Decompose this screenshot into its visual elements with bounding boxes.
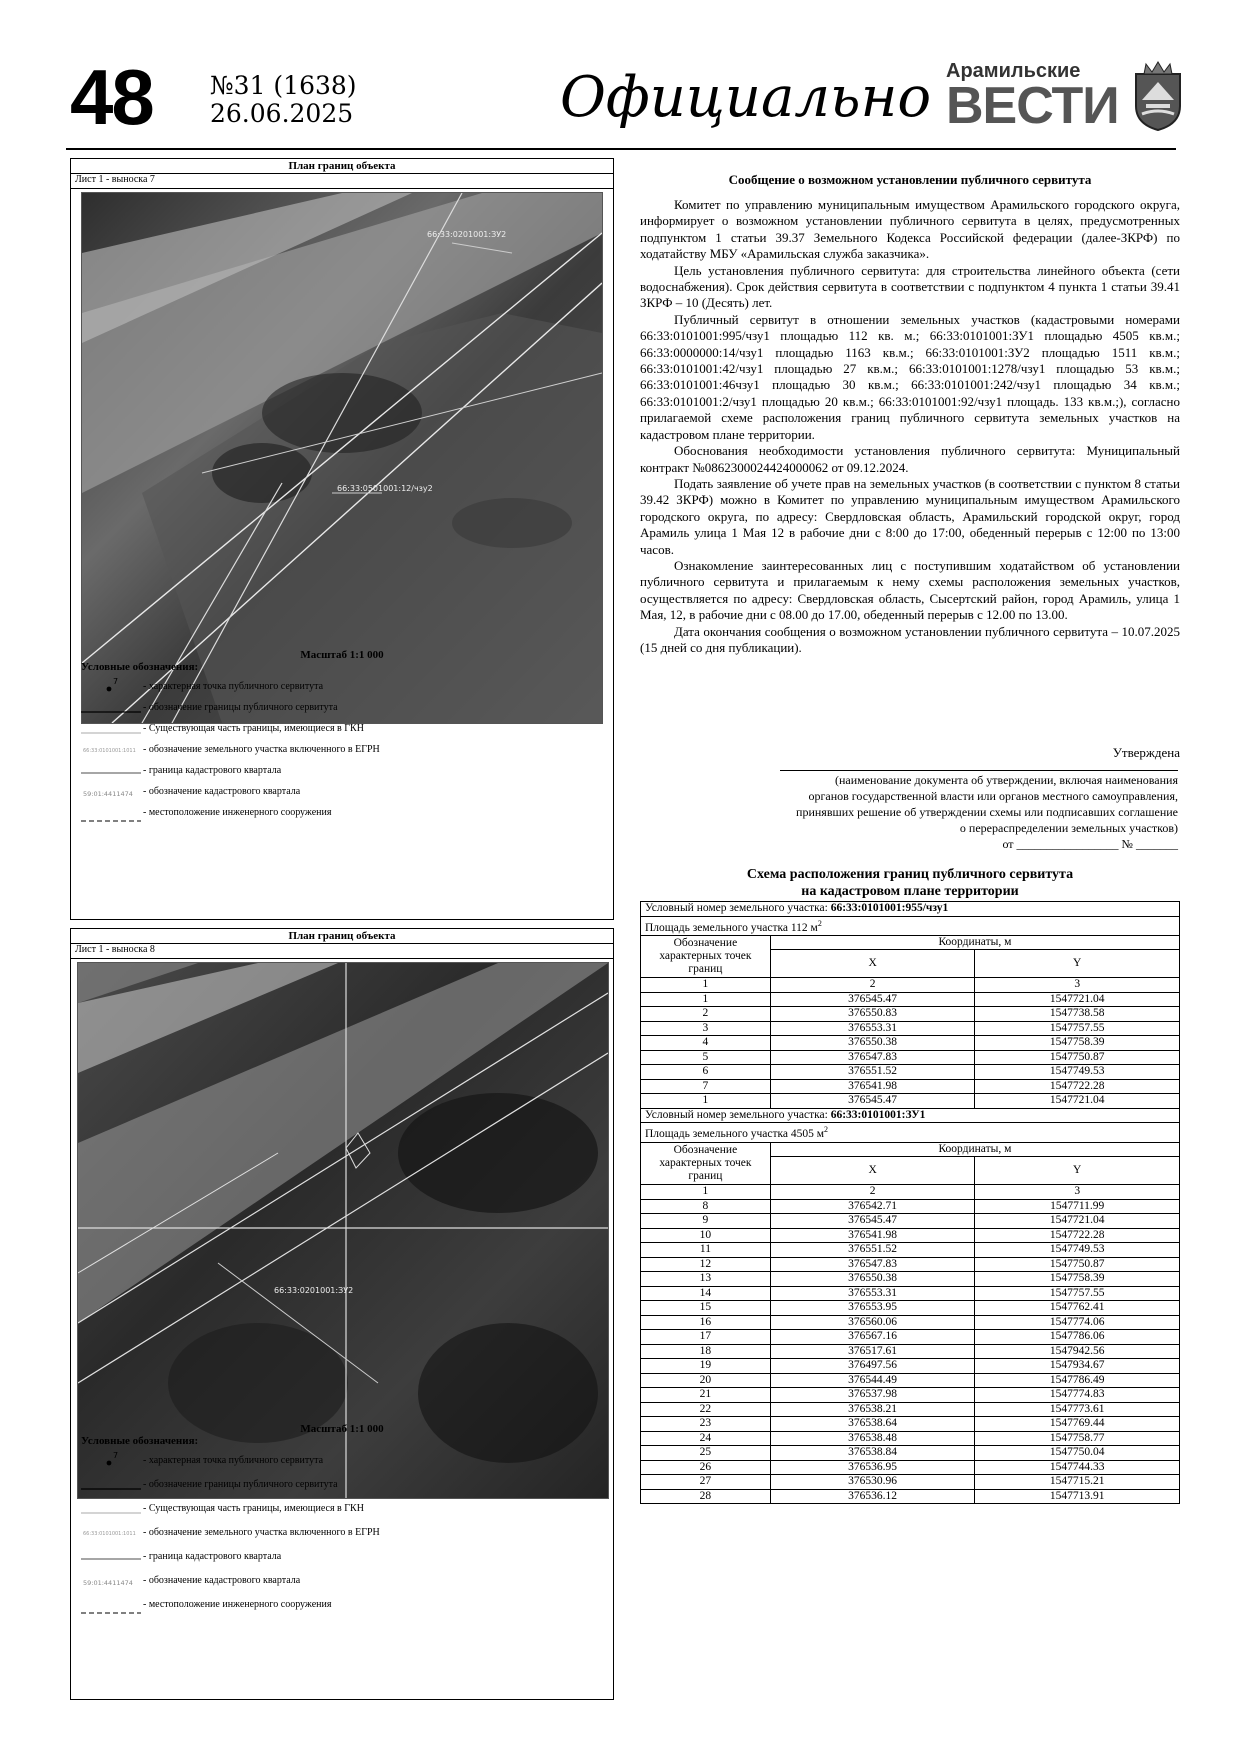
parcel-number-row bbox=[641, 1108, 1180, 1123]
map-label: 66:33:0201001:ЗУ2 bbox=[274, 1286, 354, 1295]
approval-note-line: от _________________ № _______ bbox=[1002, 837, 1178, 851]
point-cell: 9 bbox=[641, 1214, 771, 1229]
x-cell: 376551.52 bbox=[770, 1065, 975, 1080]
parcel-area-row bbox=[641, 916, 1180, 935]
legend-row bbox=[81, 1474, 581, 1494]
legend-text: - обозначение кадастрового квартала bbox=[143, 1575, 301, 1586]
parcel-label-icon bbox=[81, 1522, 143, 1542]
header-coords-cell: Координаты, м bbox=[770, 1142, 1179, 1157]
point-cell: 5 bbox=[641, 1050, 771, 1065]
y-cell: 1547715.21 bbox=[975, 1475, 1180, 1490]
table-row bbox=[641, 1214, 1180, 1229]
parcel-number-row bbox=[641, 902, 1180, 917]
legend-row bbox=[81, 760, 581, 780]
square-superscript: 2 bbox=[824, 1125, 829, 1135]
engineering-structure-icon bbox=[81, 802, 143, 822]
point-cell: 22 bbox=[641, 1402, 771, 1417]
table-row bbox=[641, 1065, 1180, 1080]
y-cell: 1547942.56 bbox=[975, 1344, 1180, 1359]
panel-title: План границ объекта bbox=[71, 929, 613, 944]
y-cell: 1547758.39 bbox=[975, 1036, 1180, 1051]
point-cell: 1 bbox=[641, 1094, 771, 1109]
header-x-cell: X bbox=[770, 1157, 975, 1185]
parcel-area-row bbox=[641, 1123, 1180, 1142]
x-cell: 376544.49 bbox=[770, 1373, 975, 1388]
legend-row bbox=[81, 718, 581, 738]
parcel-number: 66:33:0101001:ЗУ1 bbox=[830, 1108, 926, 1121]
table-row bbox=[641, 1359, 1180, 1374]
legend-text: - обозначение границы публичного сервитута bbox=[143, 1479, 338, 1490]
quarter-border-icon bbox=[81, 760, 143, 780]
x-cell: 376553.31 bbox=[770, 1021, 975, 1036]
legend-row bbox=[81, 802, 581, 822]
x-cell: 376545.47 bbox=[770, 992, 975, 1007]
point-cell: 27 bbox=[641, 1475, 771, 1490]
table-row bbox=[641, 1243, 1180, 1258]
y-cell: 1547749.53 bbox=[975, 1065, 1180, 1080]
panel-sheet-label: Лист 1 - выноска 8 bbox=[75, 944, 155, 955]
legend-row bbox=[81, 1570, 581, 1590]
table-row bbox=[641, 1388, 1180, 1403]
x-cell: 376550.38 bbox=[770, 1272, 975, 1287]
y-cell: 1547758.39 bbox=[975, 1272, 1180, 1287]
x-cell: 376530.96 bbox=[770, 1475, 975, 1490]
y-cell: 1547786.49 bbox=[975, 1373, 1180, 1388]
point-cell: 1 bbox=[641, 992, 771, 1007]
table-row bbox=[641, 1079, 1180, 1094]
table-row bbox=[641, 1330, 1180, 1345]
logo-top-text: Арамильские bbox=[946, 60, 1081, 82]
x-cell: 376538.64 bbox=[770, 1417, 975, 1432]
x-cell: 376545.47 bbox=[770, 1214, 975, 1229]
x-cell: 376538.21 bbox=[770, 1402, 975, 1417]
satellite-map-1 bbox=[81, 192, 603, 724]
point-cell: 2 bbox=[641, 1007, 771, 1022]
x-cell: 376553.31 bbox=[770, 1286, 975, 1301]
point-marker-label: 7 bbox=[113, 677, 119, 686]
y-cell: 1547786.06 bbox=[975, 1330, 1180, 1345]
x-cell: 376541.98 bbox=[770, 1079, 975, 1094]
x-cell: 376553.95 bbox=[770, 1301, 975, 1316]
x-cell: 376541.98 bbox=[770, 1228, 975, 1243]
coordinates-table-body bbox=[641, 902, 1180, 1504]
x-cell: 376497.56 bbox=[770, 1359, 975, 1374]
y-cell: 1547750.87 bbox=[975, 1050, 1180, 1065]
legend-text: - обозначение земельного участка включенного в ЕГРН bbox=[143, 1527, 380, 1538]
y-cell: 1547744.33 bbox=[975, 1460, 1180, 1475]
table-row bbox=[641, 1036, 1180, 1051]
legend-title: Условные обозначения: bbox=[81, 1435, 199, 1447]
legend-sample-code: 59:01:4411474 bbox=[83, 1579, 133, 1587]
table-row bbox=[641, 1199, 1180, 1214]
y-cell: 1547721.04 bbox=[975, 1214, 1180, 1229]
table-row bbox=[641, 1402, 1180, 1417]
x-cell: 376547.83 bbox=[770, 1050, 975, 1065]
parcel-number: 66:33:0101001:955/чзу1 bbox=[830, 902, 949, 914]
x-cell: 376538.84 bbox=[770, 1446, 975, 1461]
legend-text: - местоположение инженерного сооружения bbox=[143, 807, 332, 818]
table-row bbox=[641, 1315, 1180, 1330]
parcel-area: Площадь земельного участка 4505 м bbox=[645, 1128, 825, 1141]
quarter-border-icon bbox=[81, 1546, 143, 1566]
legend-text: - характерная точка публичного сервитута bbox=[143, 681, 324, 692]
x-cell: 376536.95 bbox=[770, 1460, 975, 1475]
section-title: Официально bbox=[560, 65, 932, 130]
parcel-area-cell bbox=[641, 916, 1180, 935]
coat-of-arms-icon bbox=[1132, 60, 1184, 132]
table-row bbox=[641, 1344, 1180, 1359]
parcel-number-cell bbox=[641, 902, 1180, 917]
table-row bbox=[641, 1417, 1180, 1432]
scheme-title bbox=[640, 866, 1180, 900]
point-cell: 24 bbox=[641, 1431, 771, 1446]
point-cell: 28 bbox=[641, 1489, 771, 1504]
notice-paragraph: Цель установления публичного сервитута: для строительства линейного объекта (сети водоснабжения). Срок действия сервитута в соответствии с подпунктом 4 пункта 1 статьи 39.41 ЗКРФ – 10 (Десять) лет. bbox=[640, 262, 1180, 311]
quarter-label-icon bbox=[81, 1570, 143, 1590]
point-cell: 20 bbox=[641, 1373, 771, 1388]
point-cell: 26 bbox=[641, 1460, 771, 1475]
satellite-map-2 bbox=[77, 962, 609, 1499]
scheme-title-line: на кадастровом плане территории bbox=[801, 884, 1019, 899]
point-cell: 12 bbox=[641, 1257, 771, 1272]
notice-paragraph: Публичный сервитут в отношении земельных участков (кадастровыми номерами 66:33:0101001:995/чзу1 площадью 112 кв. м.; 66:33:0101001:ЗУ1 площадью 4505 кв.м.; 66:33:0000000:14/чзу1 площадью 1163 кв.м.; 66:33:0101001:ЗУ2 площадью 1511 кв.м.; 66:33:0101001:42/чзу1 площадью 27 кв.м.; 66:33:0101001:1278/чзу1 площадью 53 кв.м.; 66:33:0101001:46чзу1 площадью 30 кв.м.; 66:33:0101001:242/чзу1 площадью 34 кв.м.; 66:33:0101001:2/чзу1 площадью 20 кв.м.; 66:33:0101001:92/чзу1 площадь. 133 кв.м.;), согласно прилагаемой схеме расположения границ публичного сервитута земельных участков на кадастровом плане территории. bbox=[640, 311, 1180, 442]
point-cell: 8 bbox=[641, 1199, 771, 1214]
table-row bbox=[641, 1094, 1180, 1109]
table-row bbox=[641, 1228, 1180, 1243]
y-cell: 1547758.77 bbox=[975, 1431, 1180, 1446]
point-cell: 13 bbox=[641, 1272, 771, 1287]
panel-title: План границ объекта bbox=[71, 159, 613, 174]
scheme-title-line: Схема расположения границ публичного сервитута bbox=[746, 867, 1074, 882]
table-row bbox=[641, 1007, 1180, 1022]
table-row bbox=[641, 1301, 1180, 1316]
point-marker-label: 7 bbox=[113, 1451, 119, 1460]
legend-row bbox=[81, 1450, 581, 1470]
engineering-structure-icon bbox=[81, 1594, 143, 1614]
point-cell: 25 bbox=[641, 1446, 771, 1461]
table-row bbox=[641, 1446, 1180, 1461]
square-superscript: 2 bbox=[817, 918, 822, 928]
newspaper-logo bbox=[946, 60, 1126, 140]
panel-sheet-label: Лист 1 - выноска 7 bbox=[75, 174, 155, 185]
header-divider bbox=[66, 148, 1176, 150]
point-cell: 15 bbox=[641, 1301, 771, 1316]
existing-border-icon bbox=[81, 718, 143, 738]
legend-text: - граница кадастрового квартала bbox=[143, 765, 282, 776]
y-cell: 1547757.55 bbox=[975, 1286, 1180, 1301]
header-point-cell: Обозначение характерных точек границ bbox=[641, 1142, 771, 1185]
servitude-border-icon bbox=[81, 697, 143, 717]
point-cell: 16 bbox=[641, 1315, 771, 1330]
table-row bbox=[641, 992, 1180, 1007]
approval-note-line: принявших решение об утверждении схемы или подписавших соглашение bbox=[796, 805, 1178, 819]
y-cell: 1547757.55 bbox=[975, 1021, 1180, 1036]
y-cell: 1547769.44 bbox=[975, 1417, 1180, 1432]
column-number-cell: 2 bbox=[770, 978, 975, 993]
table-row bbox=[641, 1489, 1180, 1504]
table-row bbox=[641, 1475, 1180, 1490]
legend-text: - обозначение кадастрового квартала bbox=[143, 786, 301, 797]
legend-row bbox=[81, 1594, 581, 1614]
map-label: 66:33:0501001:12/чзу2 bbox=[337, 484, 433, 493]
point-cell: 21 bbox=[641, 1388, 771, 1403]
y-cell: 1547722.28 bbox=[975, 1228, 1180, 1243]
table-header-row bbox=[641, 1142, 1180, 1157]
y-cell: 1547750.04 bbox=[975, 1446, 1180, 1461]
logo-main-text: ВЕСТИ bbox=[946, 77, 1119, 135]
approval-note-line: (наименование документа об утверждении, включая наименования bbox=[834, 773, 1178, 787]
point-cell: 17 bbox=[641, 1330, 771, 1345]
y-cell: 1547711.99 bbox=[975, 1199, 1180, 1214]
legend-text: - Существующая часть границы, имеющиеся в ГКН bbox=[143, 723, 364, 734]
notice-paragraph: Комитет по управлению муниципальным имуществом Арамильского городского округа, информирует о возможном установлении публичного сервитута в целях, предусмотренных подпунктом 1 статьи 39.37 Земельного Кодекса Российской федерации (далее-ЗКРФ) по ходатайству МБУ «Арамильская служба заказчика». bbox=[640, 197, 1180, 262]
approved-label: Утверждена bbox=[1112, 745, 1180, 760]
notice-title: Сообщение о возможном установлении публичного сервитута bbox=[728, 172, 1092, 187]
point-cell: 18 bbox=[641, 1344, 771, 1359]
header-coords-cell: Координаты, м bbox=[770, 935, 1179, 950]
x-cell: 376517.61 bbox=[770, 1344, 975, 1359]
legend-text: - Существующая часть границы, имеющиеся в ГКН bbox=[143, 1503, 364, 1514]
point-cell: 19 bbox=[641, 1359, 771, 1374]
parcel-area: Площадь земельного участка 112 м bbox=[645, 921, 818, 934]
header-point-cell: Обозначение характерных точек границ bbox=[641, 935, 771, 978]
map-panel-2 bbox=[70, 928, 614, 1700]
header-y-cell: Y bbox=[975, 950, 1180, 978]
servitude-border-icon bbox=[81, 1474, 143, 1494]
quarter-label-icon bbox=[81, 781, 143, 801]
legend-text: - местоположение инженерного сооружения bbox=[143, 1599, 332, 1610]
legend-text: - обозначение земельного участка включенного в ЕГРН bbox=[143, 744, 380, 755]
column-number-cell: 1 bbox=[641, 978, 771, 993]
y-cell: 1547721.04 bbox=[975, 992, 1180, 1007]
point-cell: 4 bbox=[641, 1036, 771, 1051]
legend-row bbox=[81, 1546, 581, 1566]
legend-text: - характерная точка публичного сервитута bbox=[143, 1455, 324, 1466]
point-marker-icon bbox=[81, 676, 143, 696]
legend-text: - обозначение границы публичного сервитута bbox=[143, 702, 338, 713]
issue-info bbox=[210, 72, 357, 128]
column-number-cell: 3 bbox=[975, 1185, 1180, 1200]
y-cell: 1547762.41 bbox=[975, 1301, 1180, 1316]
map-panel-1 bbox=[70, 158, 614, 920]
table-row bbox=[641, 1272, 1180, 1287]
parcel-number-label: Условный номер земельного участка: bbox=[645, 902, 831, 914]
approval-note bbox=[680, 772, 1178, 852]
issue-date: 26.06.2025 bbox=[210, 99, 354, 128]
point-cell: 23 bbox=[641, 1417, 771, 1432]
legend-text: - граница кадастрового квартала bbox=[143, 1551, 282, 1562]
y-cell: 1547774.06 bbox=[975, 1315, 1180, 1330]
map-scale: Масштаб 1:1 000 bbox=[300, 649, 384, 661]
y-cell: 1547721.04 bbox=[975, 1094, 1180, 1109]
x-cell: 376551.52 bbox=[770, 1243, 975, 1258]
approval-signature-line bbox=[780, 770, 1178, 771]
column-number-cell: 1 bbox=[641, 1185, 771, 1200]
point-cell: 10 bbox=[641, 1228, 771, 1243]
x-cell: 376550.83 bbox=[770, 1007, 975, 1022]
issue-number: №31 (1638) bbox=[210, 71, 357, 100]
legend-row bbox=[81, 739, 581, 759]
legend-row bbox=[81, 697, 581, 717]
x-cell: 376567.16 bbox=[770, 1330, 975, 1345]
table-row bbox=[641, 1373, 1180, 1388]
notice-paragraph: Подать заявление об учете прав на земельных участков (в соответствии с пунктом 8 статьи 39.42 ЗКРФ) можно в Комитет по управлению муниципальным имуществом Арамильского городского округа, по адресу: Свердловская область, Арамильский городской округ, город Арамиль улица 1 Мая 12 в рабочие дни с 8:00 до 17:00, обеденный перерыв с 12:00 по 13:00 часов. bbox=[640, 475, 1180, 557]
column-number-cell: 2 bbox=[770, 1185, 975, 1200]
parcel-number-label: Условный номер земельного участка: bbox=[645, 1108, 831, 1121]
panel-divider bbox=[71, 958, 613, 959]
notice-paragraph: Обоснования необходимости установления публичного сервитута: Муниципальный контракт №0862300024424000062 от 09.12.2024. bbox=[640, 443, 1180, 475]
y-cell: 1547749.53 bbox=[975, 1243, 1180, 1258]
notice-paragraph: Ознакомление заинтересованных лиц с поступившим ходатайством об установлении публичного сервитута и прилагаемым к нему схемы расположения земельных участков, осуществляется по адресу: Свердловская область, Сысертский район, город Арамиль, улица 1 Мая, 12, в рабочие дни с 08.00 до 17.00, обеденный перерыв с 12.00 по 13.00. bbox=[640, 557, 1180, 623]
legend-row bbox=[81, 676, 581, 696]
table-row bbox=[641, 1431, 1180, 1446]
header-x-cell: X bbox=[770, 950, 975, 978]
legend-row bbox=[81, 1522, 581, 1542]
table-header-row bbox=[641, 935, 1180, 950]
point-cell: 7 bbox=[641, 1079, 771, 1094]
column-number-row bbox=[641, 978, 1180, 993]
existing-border-icon bbox=[81, 1498, 143, 1518]
legend-sample-code: 66:33:0101001:1011 bbox=[83, 748, 136, 754]
column-number-row bbox=[641, 1185, 1180, 1200]
panel-divider bbox=[71, 188, 613, 189]
approval-note-line: органов государственной власти или органов местного самоуправления, bbox=[808, 789, 1178, 803]
x-cell: 376545.47 bbox=[770, 1094, 975, 1109]
y-cell: 1547934.67 bbox=[975, 1359, 1180, 1374]
parcel-number-cell bbox=[641, 1108, 1180, 1123]
table-row bbox=[641, 1050, 1180, 1065]
table-row bbox=[641, 1021, 1180, 1036]
notice-body bbox=[640, 197, 1180, 656]
point-cell: 6 bbox=[641, 1065, 771, 1080]
header-y-cell: Y bbox=[975, 1157, 1180, 1185]
x-cell: 376538.48 bbox=[770, 1431, 975, 1446]
x-cell: 376550.38 bbox=[770, 1036, 975, 1051]
parcel-label-icon bbox=[81, 739, 143, 759]
legend-row bbox=[81, 1498, 581, 1518]
table-row bbox=[641, 1257, 1180, 1272]
y-cell: 1547738.58 bbox=[975, 1007, 1180, 1022]
column-number-cell: 3 bbox=[975, 978, 1180, 993]
x-cell: 376537.98 bbox=[770, 1388, 975, 1403]
point-cell: 14 bbox=[641, 1286, 771, 1301]
legend-sample-code: 66:33:0101001:1011 bbox=[83, 1531, 136, 1537]
map-scale: Масштаб 1:1 000 bbox=[300, 1423, 384, 1435]
y-cell: 1547774.83 bbox=[975, 1388, 1180, 1403]
legend-sample-code: 59:01:4411474 bbox=[83, 790, 133, 798]
point-cell: 11 bbox=[641, 1243, 771, 1258]
page-number: 48 bbox=[70, 53, 153, 141]
legend-title: Условные обозначения: bbox=[81, 661, 199, 673]
x-cell: 376542.71 bbox=[770, 1199, 975, 1214]
legend-row bbox=[81, 781, 581, 801]
approval-note-line: о перераспределении земельных участков) bbox=[959, 821, 1178, 835]
x-cell: 376547.83 bbox=[770, 1257, 975, 1272]
y-cell: 1547713.91 bbox=[975, 1489, 1180, 1504]
y-cell: 1547773.61 bbox=[975, 1402, 1180, 1417]
y-cell: 1547750.87 bbox=[975, 1257, 1180, 1272]
coordinates-table bbox=[640, 901, 1180, 1504]
point-cell: 3 bbox=[641, 1021, 771, 1036]
x-cell: 376560.06 bbox=[770, 1315, 975, 1330]
table-row bbox=[641, 1460, 1180, 1475]
notice-paragraph: Дата окончания сообщения о возможном установлении публичного сервитута – 10.07.2025 (15 дней со дня публикации). bbox=[640, 623, 1180, 655]
parcel-area-cell bbox=[641, 1123, 1180, 1142]
map-label: 66:33:0201001:ЗУ2 bbox=[427, 230, 507, 239]
y-cell: 1547722.28 bbox=[975, 1079, 1180, 1094]
x-cell: 376536.12 bbox=[770, 1489, 975, 1504]
point-marker-icon bbox=[81, 1450, 143, 1470]
table-row bbox=[641, 1286, 1180, 1301]
